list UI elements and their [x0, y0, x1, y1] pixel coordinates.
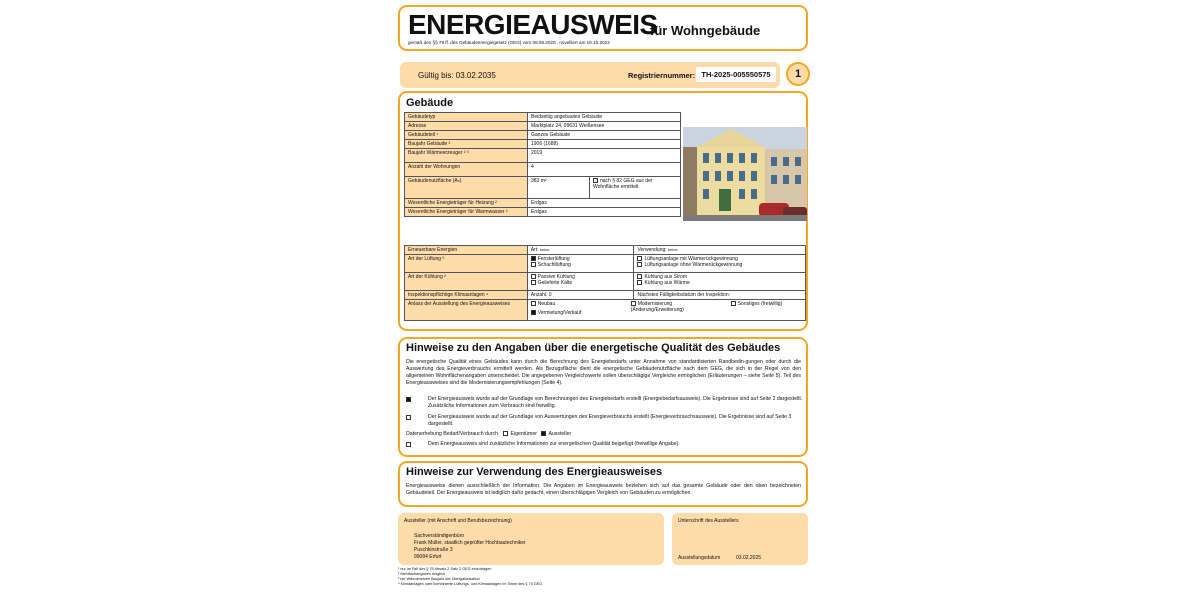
row-label: Baujahr Gebäude ² [405, 140, 528, 149]
checkbox[interactable] [531, 262, 536, 267]
renewable-usage: Verwendung: keine [634, 246, 806, 255]
row-label: Gebäudeteil ¹ [405, 131, 528, 140]
energy-certificate-page [398, 5, 810, 597]
document-subtitle: für Wohngebäude [650, 23, 761, 38]
row-value: Erdgas [528, 208, 681, 217]
footnotes: ¹ nur im Fall des § 79 Absatz 2 Satz 2 GEG einzutragen ² Mehrfachangaben möglich ³ bei Wärmenetzen Baujahr der Übergabestation ⁴ Klimaanlagen oder kombinierte Lüftungs- und Klimaanlagen im Sinne des § 74 GEG [398, 567, 543, 586]
ventilation-options-left: Fensterlüftung Schachtlüftung [527, 255, 634, 273]
checkbox-checked[interactable] [531, 256, 536, 261]
checkbox[interactable] [406, 442, 411, 447]
table-row [405, 149, 681, 163]
checkbox[interactable] [637, 274, 642, 279]
row-value: Erdgas [528, 199, 681, 208]
table-row [405, 273, 806, 291]
renewable-type: Art: keine [527, 246, 634, 255]
building-table-lower [404, 245, 806, 321]
document-title: ENERGIEAUSWEIS [408, 9, 658, 40]
usage-notes-title: Hinweise zur Verwendung des Energieausweises [406, 466, 663, 478]
quality-notes-title: Hinweise zu den Angaben über die energetische Qualität des Gebäudes [406, 342, 781, 354]
note-item: Dem Energieausweis sind zusätzliche Informationen zur energetischen Qualität beigefügt (freiwillige Angabe). [406, 441, 801, 449]
building-photo-illustration [683, 127, 807, 221]
row-label: Gebäudenutzfläche (Aₙ) [405, 177, 528, 199]
row-label: Art der Lüftung ² [405, 255, 528, 273]
row-label: Gebäudetyp [405, 113, 528, 122]
table-row [405, 140, 681, 149]
signature-label: Unterschrift des Ausstellers [678, 518, 739, 524]
usage-notes-text: Energieausweise dienen ausschließlich der Information. Die Angaben im Energieausweis beziehen sich auf das gesamte Gebäude oder den oben bezeichneten Gebäudeteil. Der Energieausweis ist lediglich dafür gedacht, einen überschlägigen Vergleich von Gebäuden zu ermöglichen. [406, 483, 801, 496]
row-value: 383 m² [528, 177, 590, 199]
ac-count: Anzahl: 0 [527, 291, 634, 300]
checkbox[interactable] [531, 274, 536, 279]
title-box [398, 5, 808, 51]
checkbox-checked[interactable] [541, 431, 546, 436]
checkbox[interactable] [637, 262, 642, 267]
data-collection-row: Datenerhebung Bedarf/Verbrauch durch Eigentümer Aussteller [406, 431, 572, 437]
row-value: 4 [528, 163, 681, 177]
checkbox[interactable] [503, 431, 508, 436]
row-value: Marktplatz 24, 99631 Weißensee [528, 122, 681, 131]
note-item: Der Energieausweis wurde auf der Grundlage von Auswertungen des Energieverbrauchs erstellt (Energieverbrauchsausweis). Die Ergebnisse sind auf Seite 3 dargestellt. [406, 414, 801, 430]
row-label: Anzahl der Wohnungen [405, 163, 528, 177]
cooling-options-left: Passive Kühlung Gelieferte Kälte [527, 273, 634, 291]
row-value: Beidseitig angebautes Gebäude [528, 113, 681, 122]
table-row [405, 177, 681, 199]
page-number: 1 [786, 62, 810, 86]
issuer-address: Sachverständigenbüro Frank Müller, staatlich geprüfter Hochbautechniker Puschkinstraße 3 99084 Erfurt [414, 533, 526, 560]
checkbox[interactable] [631, 301, 636, 306]
table-row [405, 291, 806, 300]
issue-date-label: Ausstellungsdatum [678, 555, 721, 561]
building-photo [683, 127, 807, 221]
registration-label: Registriernummer: [628, 71, 696, 80]
checkbox[interactable] [637, 256, 642, 261]
issue-date: 03.02.2025 [736, 555, 762, 561]
table-row [405, 122, 681, 131]
row-label: Adresse [405, 122, 528, 131]
row-label: Wesentliche Energieträger für Heizung ² [405, 199, 528, 208]
registration-number: TH-2025-005550575 [696, 67, 776, 82]
row-label: Inspektionspflichtige Klimaanlagen ⁴ [405, 291, 528, 300]
checkbox[interactable] [406, 415, 411, 420]
ventilation-options-right: Lüftungsanlage mit Wärmerückgewinnung Lüftungsanlage ohne Wärmerückgewinnung [634, 255, 806, 273]
table-row [405, 246, 806, 255]
table-row [405, 113, 681, 122]
row-value: 1906 (1688) [528, 140, 681, 149]
table-row [405, 255, 806, 273]
note-item: Der Energieausweis wurde auf der Grundlage von Berechnungen des Energiebedarfs erstellt (Energiebedarfsausweis). Die Ergebnisse sind auf Seite 2 dargestellt. Zusätzliche Informationen zum Verbrauch sind freiwillig. [406, 396, 801, 412]
cooling-options-right: Kühlung aus Strom Kühlung aus Wärme [634, 273, 806, 291]
checkbox[interactable] [531, 280, 536, 285]
checkbox[interactable] [593, 178, 598, 183]
row-label: Anlass der Ausstellung des Energieausweises [405, 300, 528, 321]
quality-notes-section [398, 337, 808, 457]
table-row [405, 300, 806, 321]
row-value: 2019 [528, 149, 681, 163]
reason-options: Neubau Vermietung/Verkauf Modernisierung (Änderung/Erweiterung) Sonstiges (freiwillig) [527, 300, 805, 321]
ac-next-inspection: Nächstes Fälligkeitsdatum der Inspektion: [634, 291, 806, 300]
row-extra: nach § 82 GEG aus der Wohnfläche ermittelt [590, 177, 681, 199]
signature-box [672, 513, 808, 565]
issuer-box [398, 513, 664, 565]
row-label: Erneuerbare Energien [405, 246, 528, 255]
row-label: Art der Kühlung ² [405, 273, 528, 291]
validity-bar [400, 62, 780, 88]
row-value: Ganzes Gebäude [528, 131, 681, 140]
quality-notes-intro: Die energetische Qualität eines Gebäudes kann durch die Berechnung des Energiebedarfs unter Annahme von standardisierten Randbedin-gungen oder durch die Auswertung des Energieverbrauchs ermittelt werden. Als Bezugsfläche dient die energetische Gebäudenutzfläche nach dem GEG, die sich in der Regel von den allgemeinen Wohnflächenangaben unterscheidet. Die angegebenen Vergleichswerte sollen überschlägige Vergleiche ermöglichen (Erläuterungen – siehe Seite 5). Teil des Energieausweises sind die Modernisierungsempfehlungen (Seite 4). [406, 359, 801, 386]
checkbox-checked[interactable] [406, 397, 411, 402]
usage-notes-section [398, 461, 808, 507]
table-row [405, 208, 681, 217]
row-label: Wesentliche Energieträger für Warmwasser ² [405, 208, 528, 217]
checkbox[interactable] [531, 301, 536, 306]
checkbox[interactable] [637, 280, 642, 285]
issuer-label: Aussteller (mit Anschrift und Berufsbezeichnung) [404, 518, 512, 524]
building-table [404, 112, 681, 217]
legal-basis: gemäß den §§ 79 ff. des Gebäudeenergiegesetz (GEG) vom 08.08.2020 , novelliert am 16.10.2023 [408, 40, 610, 45]
row-label: Baujahr Wärmeerzeuger ² ³ [405, 149, 528, 163]
checkbox-checked[interactable] [531, 310, 536, 315]
table-row [405, 131, 681, 140]
table-row [405, 163, 681, 177]
checkbox[interactable] [731, 301, 736, 306]
building-section-title: Gebäude [406, 97, 454, 109]
valid-until: Gültig bis: 03.02.2035 [418, 71, 496, 80]
building-section [398, 91, 808, 331]
table-row [405, 199, 681, 208]
